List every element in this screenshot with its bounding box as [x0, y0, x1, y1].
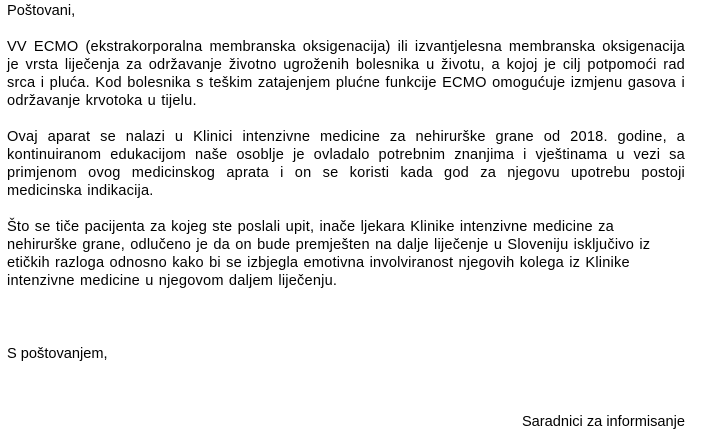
paragraph-patient-transfer: Što se tiče pacijenta za kojeg ste poslali upit, inače ljekara Klinike intenzivne medicine za nehirurške grane, odlučeno je da on bude premješten na dalje liječenje u Sloveniju isključivo iz etičkih razloga odnosno kako bi se izbjegla emotivna involviranost njegovih kolega iz Klinike intenzivne medicine u njegovom daljem liječenju.	[7, 219, 651, 289]
letter-greeting: Poštovani,	[7, 3, 76, 19]
letter-signature: Saradnici za informisanje	[521, 414, 685, 430]
paragraph-ecmo-definition: VV ECMO (ekstrakorporalna membranska oksigenacija) ili izvantjelesna membranska oksigenacija je vrsta liječenja za održavanje životno ugroženih bolesnika u životu, a kojoj je cilj potpomoći rad srca i pluća. Kod bolesnika s teškim zatajenjem plućne funkcije ECMO omogućuje izmjenu gasova i održavanje krvotoka u tijelu.	[7, 39, 685, 109]
letter-body	[7, 2, 685, 308]
letter-closing: S poštovanjem,	[7, 346, 108, 362]
paragraph-clinic-device: Ovaj aparat se nalazi u Klinici intenzivne medicine za nehirurške grane od 2018. godine, a kontinuiranom edukacijom naše osoblje je ovladalo potrebnim znanjima i vještinama u vezi sa primjenom ovog medicinskog aprata i on se koristi kada god za njegovu upotrebu postoji medicinska indikacija.	[7, 129, 685, 199]
